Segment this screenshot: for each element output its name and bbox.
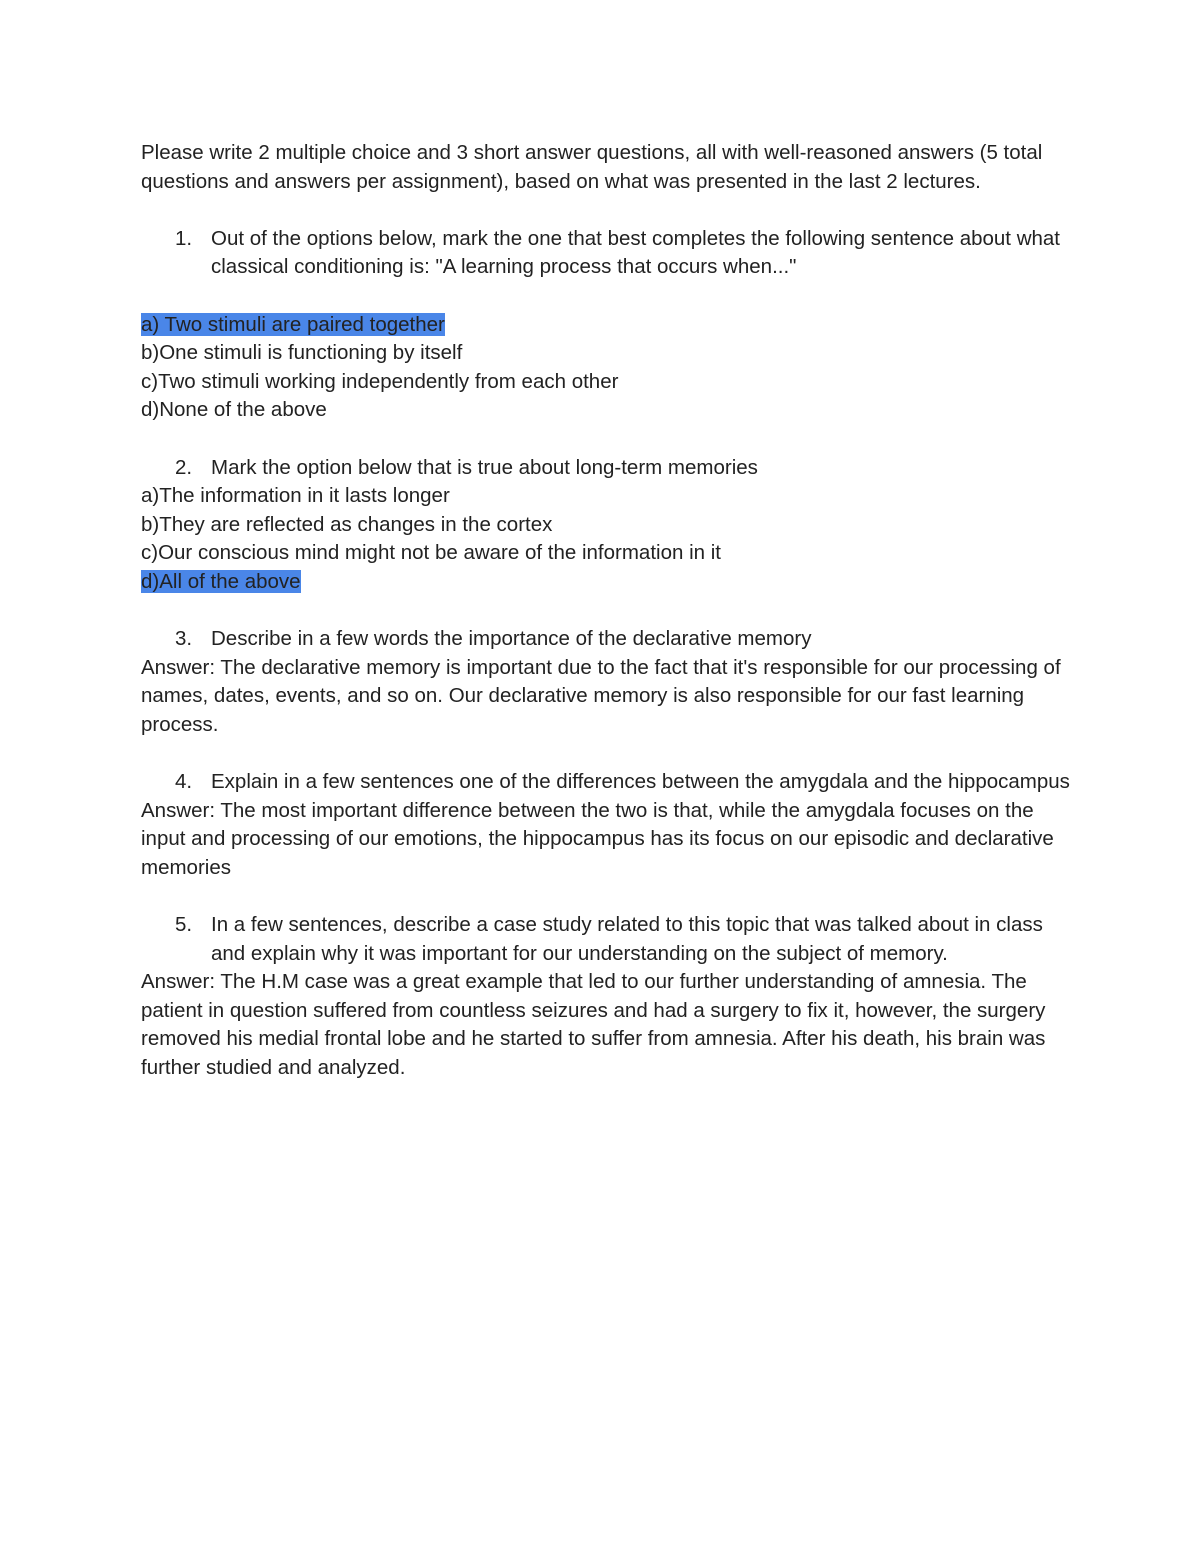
option-1c: c)Two stimuli working independently from each other [141,369,619,393]
option-2a: a)The information in it lasts longer [141,484,450,508]
spacer [141,739,1071,768]
answer-4: Answer: The most important difference between the two is that, while the amygdala focuses on the input and processing of our emotions, the hippocampus has its focus on our episodic and declarative memories [141,798,1054,879]
question-3 [141,625,1071,654]
question-number: 1. [175,226,193,250]
question-text: Out of the options below, mark the one that best completes the following sentence about what classical conditioning is: "A learning process that occurs when..." [211,226,1060,279]
document-page [141,139,1071,1083]
question-number: 4. [175,770,193,794]
question-5 [141,911,1071,968]
spacer [141,282,1071,311]
question-text: Describe in a few words the importance of the declarative memory [211,627,812,651]
answer-5: Answer: The H.M case was a great example that led to our further understanding of amnesia. The patient in question suffered from countless seizures and had a surgery to fix it, however, the surgery removed his medial frontal lobe and he started to suffer from amnesia. After his death, his brain was further studied and analyzed. [141,970,1046,1079]
question-1 [141,225,1071,282]
spacer [141,882,1071,911]
option-1d: d)None of the above [141,398,327,422]
spacer [141,425,1071,454]
spacer [141,196,1071,225]
question-text: Explain in a few sentences one of the differences between the amygdala and the hippocampus [211,770,1070,794]
option-2b: b)They are reflected as changes in the cortex [141,512,553,536]
highlighted-answer: d)All of the above [141,569,301,593]
question-number: 3. [175,627,193,651]
question-4 [141,768,1071,797]
option-2d [141,568,1071,597]
question-number: 5. [175,913,193,937]
question-text: In a few sentences, describe a case study related to this topic that was talked about in class and explain why it was important for our understanding on the subject of memory. [211,913,1043,965]
option-1b: b)One stimuli is functioning by itself [141,341,463,365]
highlighted-answer: a) Two stimuli are paired together [141,312,445,336]
spacer [141,597,1071,626]
intro-paragraph: Please write 2 multiple choice and 3 short answer questions, all with well-reasoned answers (5 total questions and answers per assignment), based on what was presented in the last 2 lectures. [141,141,1043,193]
question-2 [141,454,1071,483]
question-text: Mark the option below that is true about long-term memories [211,455,758,479]
answer-3: Answer: The declarative memory is important due to the fact that it's responsible for our processing of names, dates, events, and so on. Our declarative memory is also responsible for our fast learning process. [141,655,1061,736]
question-number: 2. [175,455,193,479]
option-2c: c)Our conscious mind might not be aware of the information in it [141,541,721,565]
option-1a [141,311,1071,340]
